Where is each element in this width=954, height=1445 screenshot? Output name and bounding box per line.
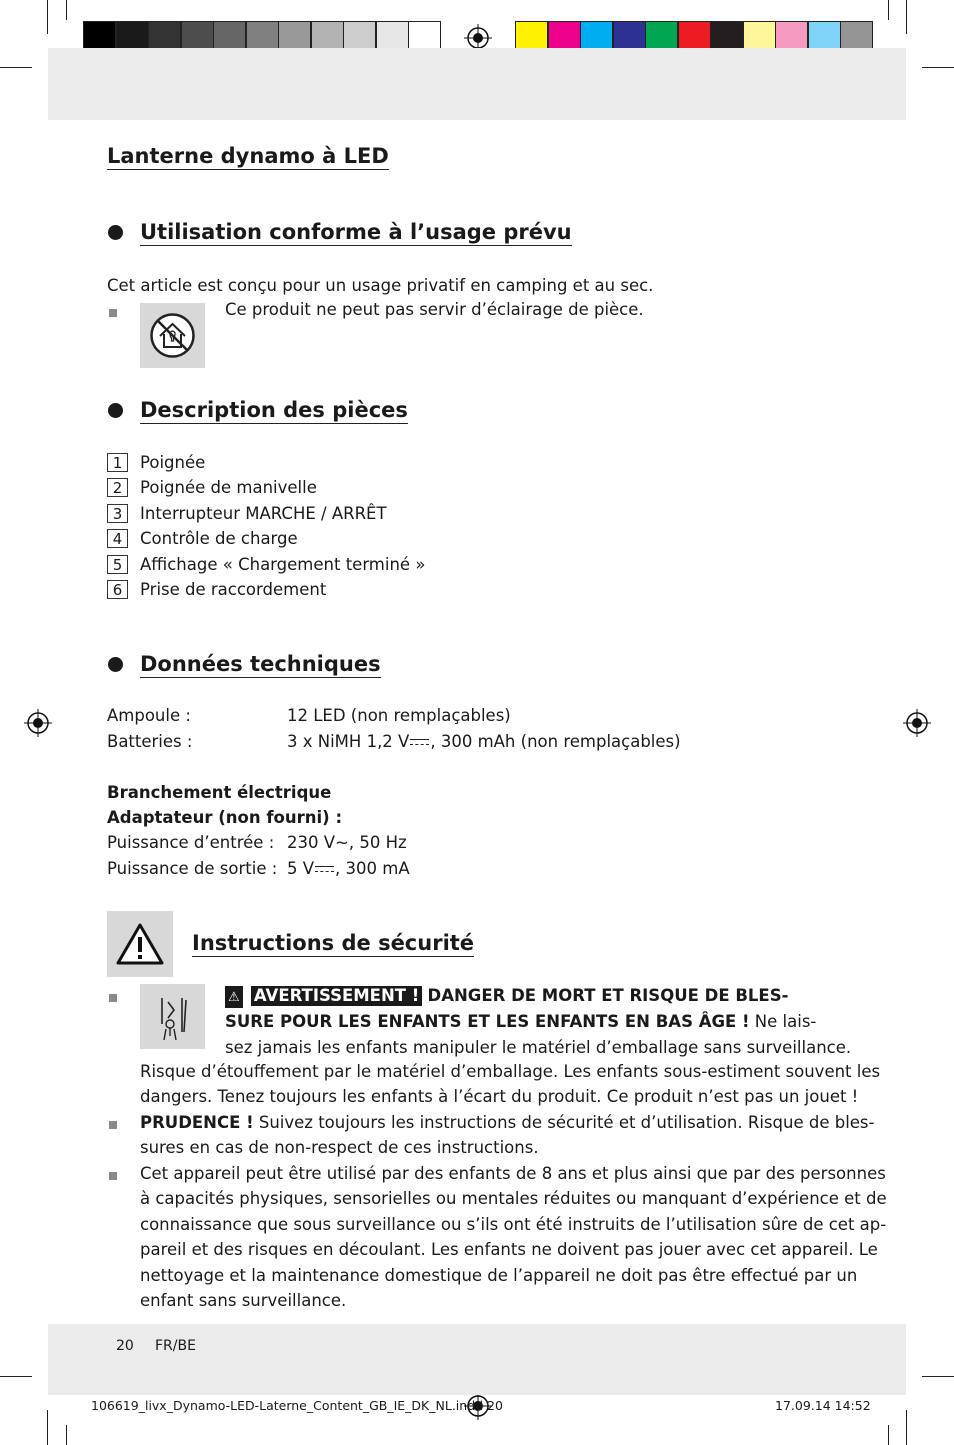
list-bullet <box>109 994 117 1002</box>
spec-label: Puissance d’entrée : <box>107 833 275 852</box>
section-heading-safety: Instructions de sécurité <box>192 931 475 955</box>
list-bullet <box>109 1172 117 1180</box>
spec-value: 5 V , 300 mA <box>287 859 410 878</box>
page-number: 20 <box>116 1338 134 1354</box>
crop-mark <box>47 1410 48 1445</box>
list-bullet <box>109 1121 117 1129</box>
section-heading-parts: Description des pièces <box>140 398 408 422</box>
part-label: Interrupteur MARCHE / ARRÊT <box>140 503 387 523</box>
part-label: Poignée de manivelle <box>140 478 317 498</box>
part-label: Affichage « Chargement terminé » <box>140 554 426 574</box>
safety-text: connaissance que sous surveillance ou s’ils ont été instruits de l’utilisation sûre de cet ap- <box>140 1214 887 1234</box>
list-bullet <box>109 309 117 317</box>
part-number-box: 3 <box>107 504 128 523</box>
safety-text: sez jamais les enfants manipuler le matériel d’emballage sans surveillance. <box>225 1038 852 1057</box>
footer-band <box>48 1324 906 1395</box>
safety-text: Cet appareil peut être utilisé par des enfants de 8 ans et plus ainsi que par des personnes <box>140 1164 886 1183</box>
print-date: 17.09.14 14:52 <box>775 1398 871 1413</box>
safety-text: enfant sans surveillance. <box>140 1291 347 1310</box>
crop-mark <box>888 1425 889 1445</box>
dc-symbol-icon <box>410 738 429 747</box>
language-code: FR/BE <box>155 1338 196 1354</box>
safety-text: à capacités physiques, sensorielles ou mentales réduites ou manquant d’expérience et de <box>140 1189 887 1209</box>
part-number-box: 4 <box>107 529 128 548</box>
part-label: Poignée <box>140 453 206 472</box>
warning-badge: AVERTISSEMENT ! <box>251 986 422 1006</box>
part-number-box: 5 <box>107 555 128 574</box>
crop-mark <box>0 67 32 68</box>
crop-mark <box>906 1410 907 1445</box>
spec-label: Batteries : <box>107 732 193 751</box>
part-label: Prise de raccordement <box>140 580 327 599</box>
crop-mark <box>66 1425 67 1445</box>
crop-mark <box>922 1376 954 1377</box>
crop-mark <box>922 67 954 68</box>
part-number-box: 1 <box>107 453 128 472</box>
prudence-text: sures en cas de non-respect de ces instructions. <box>140 1138 539 1157</box>
file-slug: 106619_livx_Dynamo-LED-Laterne_Content_GB_IE_DK_NL.indd 20 <box>91 1398 503 1413</box>
section-bullet <box>108 657 123 672</box>
safety-text: pareil et des risques en découlant. Les enfants ne doivent pas jouer avec cet appareil. Le <box>140 1240 878 1260</box>
crop-mark <box>0 1376 32 1377</box>
section-bullet <box>108 225 123 240</box>
section-heading-usage: Utilisation conforme à l’usage prévu <box>140 220 572 244</box>
warning-badge <box>225 986 243 1008</box>
usage-bullet-text: Ce produit ne peut pas servir d’éclairage de pièce. <box>225 300 644 319</box>
crop-mark <box>906 0 907 34</box>
no-room-lighting-icon <box>140 303 205 368</box>
safety-text: dangers. Tenez toujours les enfants à l’écart du produit. Ce produit n’est pas un jouet ! <box>140 1087 859 1106</box>
section-bullet <box>108 403 123 418</box>
dc-symbol-icon <box>315 865 334 874</box>
spec-label: Puissance de sortie : <box>107 859 278 878</box>
registration-mark-icon <box>24 709 52 737</box>
spec-label: Ampoule : <box>107 706 191 725</box>
section-heading-tech: Données techniques <box>140 652 381 676</box>
page-title: Lanterne dynamo à LED <box>107 144 389 168</box>
safety-text: nettoyage et la maintenance domestique de l’appareil ne doit pas être effectué par un <box>140 1265 858 1285</box>
safety-text: Risque d’étouffement par le matériel d’emballage. Les enfants sous-estiment souvent les <box>140 1062 881 1081</box>
spec-value: 3 x NiMH 1,2 V , 300 mAh (non remplaçables) <box>287 732 681 751</box>
warning-small-icon: ⚠ <box>228 990 240 1005</box>
subheading: Adaptateur (non fourni) : <box>107 808 343 827</box>
crop-mark <box>66 0 67 20</box>
part-label: Contrôle de charge <box>140 529 298 549</box>
part-number-box: 6 <box>107 580 128 599</box>
warning-triangle-icon <box>107 911 173 977</box>
danger-line-1: ⚠ AVERTISSEMENT ! DANGER DE MORT ET RISQUE DE BLES- <box>225 986 788 1008</box>
child-packaging-icon <box>140 984 205 1049</box>
crop-mark <box>47 0 48 34</box>
crop-mark <box>888 0 889 20</box>
prudence-text: PRUDENCE ! Suivez toujours les instructions de sécurité et d’utilisation. Risque de bles- <box>140 1113 875 1132</box>
spec-value: 230 V~, 50 Hz <box>287 833 407 852</box>
registration-mark-icon <box>903 709 931 737</box>
danger-line-2: SURE POUR LES ENFANTS ET LES ENFANTS EN BAS ÂGE ! Ne lais- <box>225 1012 817 1031</box>
spec-value: 12 LED (non remplaçables) <box>287 706 511 725</box>
header-band <box>48 48 906 120</box>
usage-text: Cet article est conçu pour un usage privatif en camping et au sec. <box>107 276 654 295</box>
subheading: Branchement électrique <box>107 783 332 802</box>
part-number-box: 2 <box>107 478 128 497</box>
